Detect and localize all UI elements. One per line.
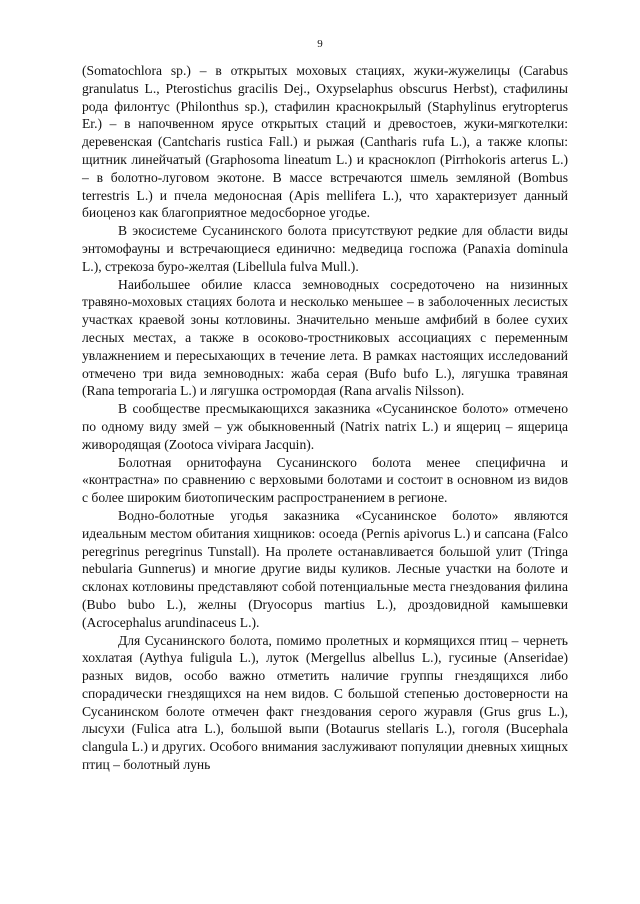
paragraph-rare-insects: В экосистеме Сусанинского болота присутствуют редкие для области виды энтомофауны и встречающиеся единично: медведица госпожа (Panaxia dominula L.), стрекоза буро-желтая (Libellula fulva Mull.). bbox=[82, 223, 568, 274]
paragraph-insects-continued: (Somatochlora sp.) – в открытых моховых стациях, жуки-жужелицы (Carabus granulatus L., Pterostichus gracilis Dej., Oxypselaphus obscurus Herbst), стафилины рода филонтус (Philonthus sp.), стафилин краснокрылый (Staphylinus erytropterus Er.) – в напочвенном ярусе открытых стаций и древостоев, жуки-мягкотелки: деревенская (Cantcharis rustica Fall.) и рыжая (Cantharis rufa L.), а также клопы: щитник линейчатый (Graphosoma lineatum L.) и красноклоп (Pirrhokoris arterus L.) – в болотно-луговом экотоне. В массе встречаются шмель земляной (Bombus terrestris L.) и пчела медоносная (Apis mellifera L.), что характеризует данный биоценоз как благоприятное медосборное угодье. bbox=[82, 63, 568, 221]
paragraph-reptiles: В сообществе пресмыкающихся заказника «Сусанинское болото» отмечено по одному виду змей – уж обыкновенный (Natrix natrix L.) и ящериц – ящерица живородящая (Zootoca vivipara Jacquin). bbox=[82, 401, 568, 452]
body-text bbox=[82, 62, 568, 774]
paragraph-nesting-birds: Для Сусанинского болота, помимо пролетных и кормящихся птиц – чернеть хохлатая (Aythya fuligula L.), луток (Mergellus albellus L.), гусиные (Anseridae) разных видов, особо важно отметить наличие группы гнездящихся либо спорадически гнездящихся на нем видов. С большой степенью достоверности на Сусанинском болоте отмечен факт гнездования серого журавля (Grus grus L.), лысухи (Fulica atra L.), большой выпи (Botaurus stellaris L.), гоголя (Bucephala clangula L.) и других. Особого внимания заслуживают популяции дневных хищных птиц – болотный лунь bbox=[82, 632, 568, 773]
page-number: 9 bbox=[317, 38, 323, 50]
paragraph-predators: Водно-болотные угодья заказника «Сусанинское болото» являются идеальным местом обитания хищников: осоеда (Pernis apivorus L.) и сапсана (Falco peregrinus peregrinus Tunstall). На пролете останавливается большой улит (Tringa nebularia Gunnerus) и многие другие виды куликов. Лесные участки на болоте и склонах котловины представляют собой потенциальные места гнездования филина (Bubo bubo L.), желны (Dryocopus martius L.), дроздовидной камышевки (Acrocephalus arundinaceus L.). bbox=[82, 507, 568, 630]
paragraph-amphibians: Наибольшее обилие класса земноводных сосредоточено на низинных травяно-моховых стациях болота и несколько меньшее – в заболоченных лесистых участках краевой зоны котловины. Значительно меньше амфибий в более сухих лесных местах, а также в осоково-тростниковых ассоциациях с переменным увлажнением и пересыхающих в течение лета. В рамках настоящих исследований отмечено три вида земноводных: жаба серая (Bufo bufo L.), лягушка травяная (Rana temporaria L.) и лягушка остромордая (Rana arvalis Nilsson). bbox=[82, 276, 568, 399]
paragraph-avifauna: Болотная орнитофауна Сусанинского болота менее специфична и «контрастна» по сравнению с верховыми болотами и состоит в основном из видов с более широким биотопическим распространением в регионе. bbox=[82, 454, 568, 506]
